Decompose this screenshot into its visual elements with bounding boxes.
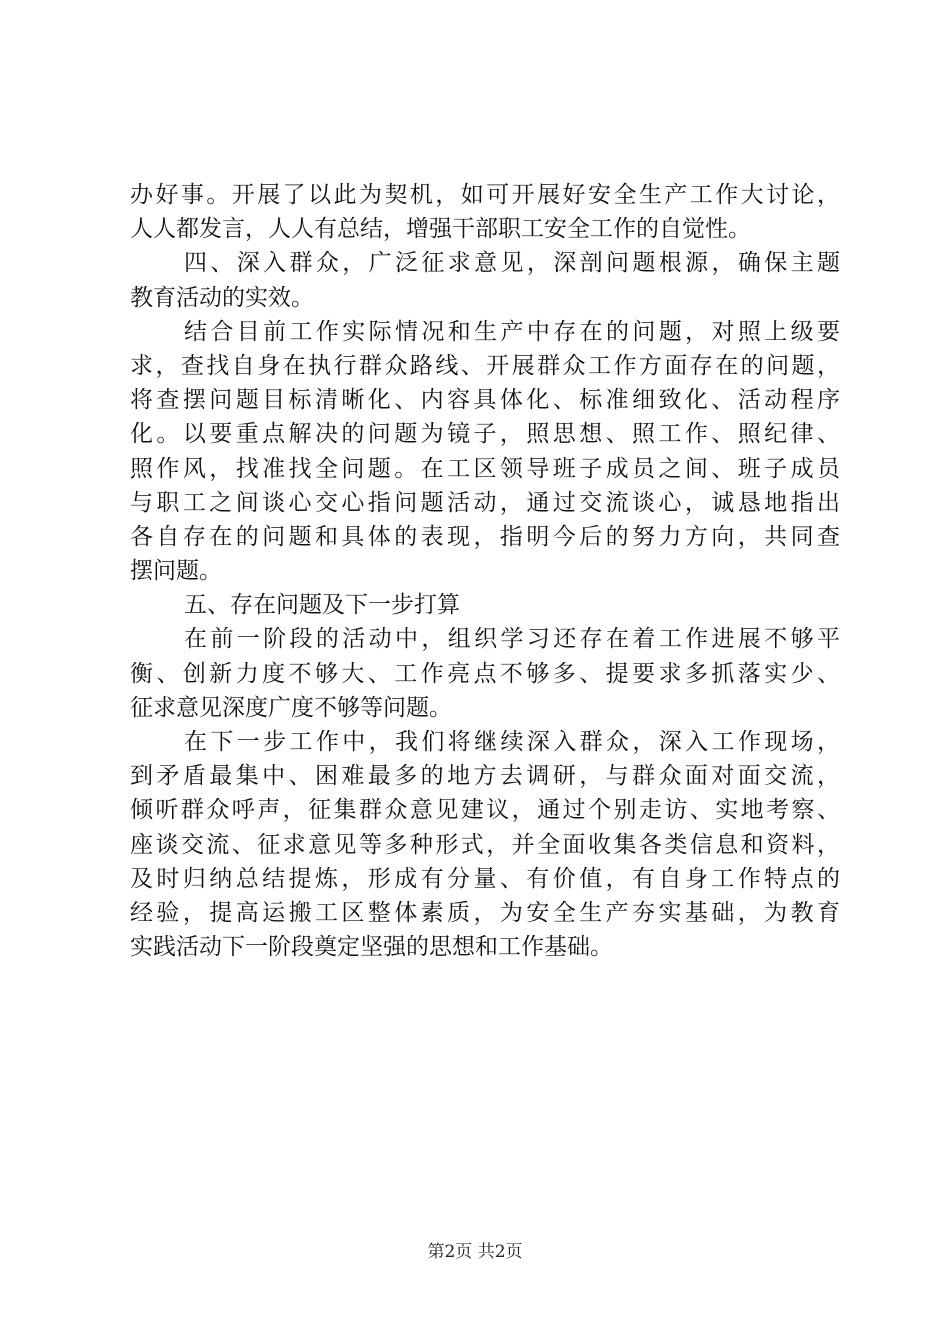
text-line: 座谈交流、征求意见等多种形式，并全面收集各类信息和资料， [130, 831, 840, 858]
text-line: 到矛盾最集中、困难最多的地方去调研，与群众面对面交流， [130, 763, 840, 790]
text-line: 倾听群众呼声，征集群众意见建议，通过个别走访、实地考察、 [130, 797, 840, 824]
text-line: 办好事。开展了以此为契机，如可开展好安全生产工作大讨论， [130, 182, 840, 208]
text-line: 人人都发言，人人有总结，增强干部职工安全工作的自觉性。 [130, 216, 751, 243]
text-line: 在前一阶段的活动中，组织学习还存在着工作进展不够平 [184, 626, 840, 653]
text-line: 及时归纳总结提炼，形成有分量、有价值，有自身工作特点的 [130, 865, 840, 892]
text-line: 各自存在的问题和具体的表现，指明今后的努力方向，共同查 [130, 523, 840, 550]
text-line: 化。以要重点解决的问题为镜子，照思想、照工作、照纪律、 [130, 421, 840, 448]
text-line: 与职工之间谈心交心指问题活动，通过交流谈心，诚恳地指出 [130, 489, 840, 516]
text-line: 照作风，找准找全问题。在工区领导班子成员之间、班子成员 [130, 455, 840, 482]
text-line: 在下一步工作中，我们将继续深入群众，深入工作现场， [184, 729, 840, 755]
text-line: 征求意见深度广度不够等问题。 [130, 694, 452, 721]
text-line: 经验，提高运搬工区整体素质，为安全生产夯实基础，为教育 [130, 899, 840, 926]
page-footer: 第2页 共2页 [427, 1242, 523, 1262]
text-line: 教育活动的实效。 [130, 284, 314, 311]
text-line: 结合目前工作实际情况和生产中存在的问题，对照上级要 [184, 318, 840, 345]
text-line: 实践活动下一阶段奠定坚强的思想和工作基础。 [130, 934, 613, 961]
text-line: 求，查找自身在执行群众路线、开展群众工作方面存在的问题， [130, 352, 840, 379]
text-line: 衡、创新力度不够大、工作亮点不够多、提要求多抓落实少、 [130, 660, 840, 687]
text-line: 摆问题。 [130, 558, 222, 585]
text-line: 四、深入群众，广泛征求意见，深剖问题根源，确保主题 [184, 250, 840, 277]
text-line: 将查摆问题目标清晰化、内容具体化、标准细致化、活动程序 [130, 387, 840, 414]
text-line: 五、存在问题及下一步打算 [184, 592, 460, 619]
document-body [130, 178, 840, 964]
